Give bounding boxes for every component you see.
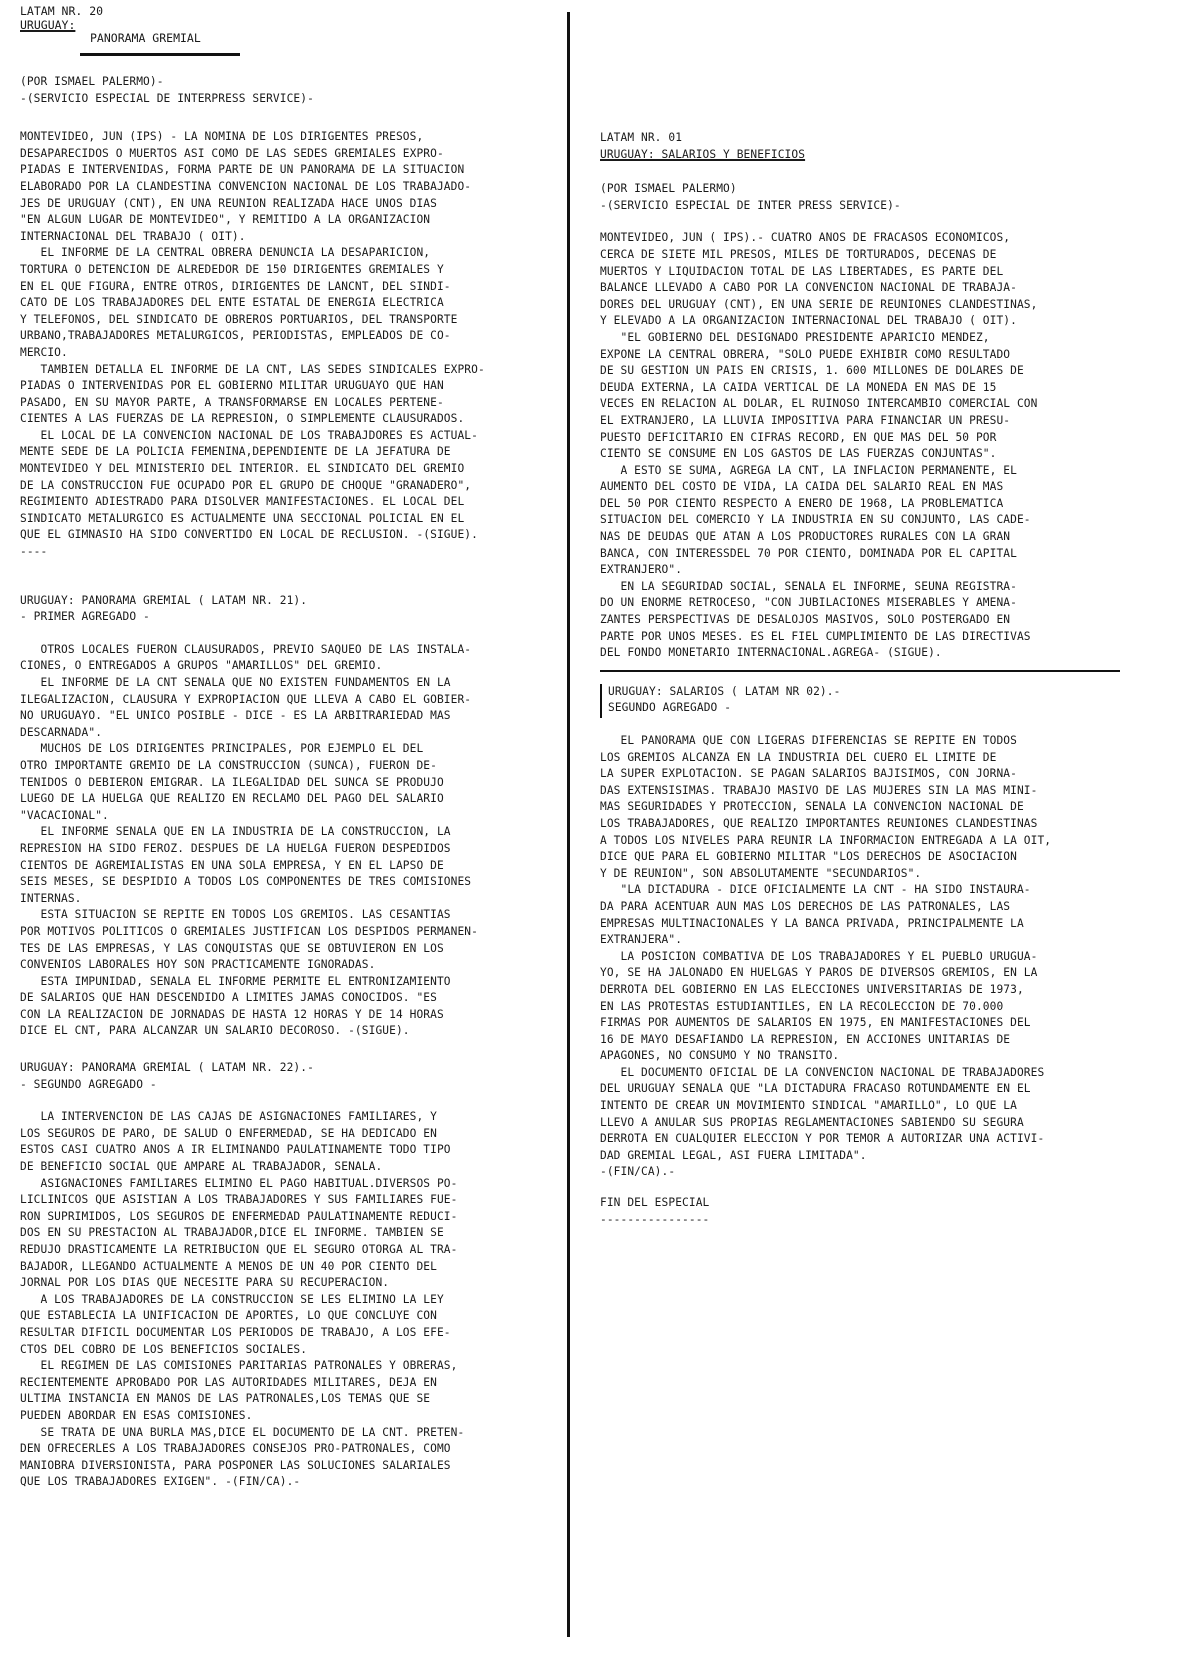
text-line: LA INTERVENCION DE LAS CAJAS DE ASIGNACIONES FAMILIARES, Y bbox=[20, 1110, 437, 1124]
text-line: MONTEVIDEO Y DEL MINISTERIO DEL INTERIOR. EL SINDICATO DEL GREMIO bbox=[20, 462, 465, 476]
text-line: VECES EN RELACION AL DOLAR, EL RUINOSO INTERCAMBIO COMERCIAL CON bbox=[600, 397, 1038, 411]
text-line: A ESTO SE SUMA, AGREGA LA CNT, LA INFLACION PERMANENTE, EL bbox=[600, 463, 1017, 477]
left-section3-body bbox=[20, 1109, 558, 1491]
text-line: DE LA CONSTRUCCION FUE OCUPADO POR EL GRUPO DE CHOQUE "GRANADERO", bbox=[20, 478, 472, 492]
closing-label: FIN DEL ESPECIAL bbox=[600, 1196, 710, 1210]
left-byline-author: (POR ISMAEL PALERMO)- bbox=[20, 75, 164, 88]
column-divider bbox=[567, 12, 570, 1637]
text-line: LOS TRABAJADORES, QUE REALIZO IMPORTANTES REUNIONES CLANDESTINAS bbox=[600, 816, 1038, 830]
text-line: BAJADOR, LLEGANDO ACTUALMENTE A MENOS DE UN 40 POR CIENTO DEL bbox=[20, 1259, 437, 1273]
text-line: QUE EL GIMNASIO HA SIDO CONVERTIDO EN LOCAL DE RECLUSION. -(SIGUE). bbox=[20, 528, 478, 542]
text-line: EXTRANJERA". bbox=[600, 933, 683, 947]
right-byline-author: (POR ISMAEL PALERMO) bbox=[600, 182, 737, 196]
text-line: PASADO, EN SU MAYOR PARTE, A TRANSFORMARSE EN LOCALES PERTENE- bbox=[20, 395, 444, 409]
text-line: EL LOCAL DE LA CONVENCION NACIONAL DE LOS TRABAJDORES ES ACTUAL- bbox=[20, 428, 478, 442]
text-line: POR MOTIVOS POLITICOS O GREMIALES JUSTIFICAN LOS DESPIDOS PERMANEN- bbox=[20, 924, 478, 938]
text-line: A TODOS LOS NIVELES PARA REUNIR LA INFORMACION ENTREGADA A LA OIT, bbox=[600, 833, 1052, 847]
right-section2-heading: URUGUAY: SALARIOS ( LATAM NR 02).- bbox=[608, 684, 841, 698]
text-line: Y DE REUNION", SON ABSOLUTAMENTE "SECUNDARIOS". bbox=[600, 866, 922, 880]
text-line: ---- bbox=[20, 545, 48, 559]
text-line: TORTURA O DETENCION DE ALREDEDOR DE 150 DIRIGENTES GREMIALES Y bbox=[20, 262, 444, 276]
text-line: SE TRATA DE UNA BURLA MAS,DICE EL DOCUMENTO DE LA CNT. PRETEN- bbox=[20, 1425, 465, 1439]
left-section2-sub: - PRIMER AGREGADO - bbox=[20, 610, 150, 624]
text-line: Y ELEVADO A LA ORGANIZACION INTERNACIONAL DEL TRABAJO ( OIT). bbox=[600, 314, 1017, 328]
text-line: DAD GREMIAL LEGAL, ASI FUERA LIMITADA". bbox=[600, 1148, 867, 1162]
text-line: INTERNAS. bbox=[20, 891, 82, 905]
text-line: REPRESION HA SIDO FEROZ. DESPUES DE LA HUELGA FUERON DESPEDIDOS bbox=[20, 841, 451, 855]
text-line: OTROS LOCALES FUERON CLAUSURADOS, PREVIO SAQUEO DE LAS INSTALA- bbox=[20, 642, 472, 656]
right-column bbox=[600, 130, 1120, 1228]
text-line: DEN OFRECERLES A LOS TRABAJADORES CONSEJOS PRO-PATRONALES, COMO bbox=[20, 1442, 451, 1456]
text-line: CIENTES A LAS FUERZAS DE LA REPRESION, O SIMPLEMENTE CLAUSURADOS. bbox=[20, 412, 465, 426]
text-line: JORNAL POR LOS DIAS QUE NECESITE PARA SU RECUPERACION. bbox=[20, 1276, 390, 1290]
text-line: PIADAS E INTERVENIDAS, FORMA PARTE DE UN PANORAMA DE LA SITUACION bbox=[20, 163, 465, 177]
text-line: PARTE POR UNOS MESES. ES EL FIEL CUMPLIMIENTO DE LAS DIRECTIVAS bbox=[600, 629, 1031, 643]
left-header-title: PANORAMA GREMIAL bbox=[90, 31, 201, 45]
left-main-article bbox=[20, 129, 558, 560]
text-line: LUEGO DE LA HUELGA QUE REALIZO EN RECLAMO DEL PAGO DEL SALARIO bbox=[20, 792, 444, 806]
text-line: RECIENTEMENTE APROBADO POR LAS AUTORIDADES MILITARES, DEJA EN bbox=[20, 1375, 437, 1389]
left-column bbox=[20, 4, 558, 1491]
text-line: EL EXTRANJERO, LA LLUVIA IMPOSITIVA PARA FINANCIAR UN PRESU- bbox=[600, 413, 1011, 427]
text-line: LOS SEGUROS DE PARO, DE SALUD O ENFERMEDAD, SE HA DEDICADO EN bbox=[20, 1126, 437, 1140]
text-line: CIONES, O ENTREGADOS A GRUPOS "AMARILLOS" DEL GREMIO. bbox=[20, 659, 383, 673]
text-line: LOS GREMIOS ALCANZA EN LA INDUSTRIA DEL CUERO EL LIMITE DE bbox=[600, 750, 997, 764]
text-line: ULTIMA INSTANCIA EN MANOS DE LAS PATRONALES,LOS TEMAS QUE SE bbox=[20, 1392, 431, 1406]
text-line: MUERTOS Y LIQUIDACION TOTAL DE LAS LIBERTADES, ES PARTE DEL bbox=[600, 264, 1004, 278]
left-section3-sub: - SEGUNDO AGREGADO - bbox=[20, 1077, 157, 1091]
text-line: DERROTA DEL GOBIERNO EN LAS ELECCIONES UNIVERSITARIAS DE 1973, bbox=[600, 982, 1024, 996]
text-line: LLEVO A ANULAR SUS PROPIAS REGLAMENTACIONES SABIENDO SU SEGURA bbox=[600, 1115, 1024, 1129]
text-line: PUESTO DEFICITARIO EN CIFRAS RECORD, EN QUE MAS DEL 50 POR bbox=[600, 430, 997, 444]
text-line: "EN ALGUN LUGAR DE MONTEVIDEO", Y REMITIDO A LA ORGANIZACION bbox=[20, 213, 431, 227]
text-line: A LOS TRABAJADORES DE LA CONSTRUCCION SE LES ELIMINO LA LEY bbox=[20, 1292, 444, 1306]
text-line: MERCIO. bbox=[20, 345, 68, 359]
text-line: "VACACIONAL". bbox=[20, 808, 109, 822]
right-section2-sub: SEGUNDO AGREGADO - bbox=[608, 701, 732, 715]
left-byline-service: -(SERVICIO ESPECIAL DE INTERPRESS SERVICE)- bbox=[20, 91, 314, 105]
text-line: MANIOBRA DIVERSIONISTA, PARA POSPONER LAS SOLUCIONES SALARIALES bbox=[20, 1458, 451, 1472]
text-line: CON LA REALIZACION DE JORNADAS DE HASTA 12 HORAS Y DE 14 HORAS bbox=[20, 1007, 444, 1021]
text-line: DE SU GESTION UN PAIS EN CRISIS, 1. 600 MILLONES DE DOLARES DE bbox=[600, 364, 1024, 378]
left-section2-heading: URUGUAY: PANORAMA GREMIAL ( LATAM NR. 21). bbox=[20, 593, 308, 607]
text-line: ASIGNACIONES FAMILIARES ELIMINO EL PAGO HABITUAL.DIVERSOS PO- bbox=[20, 1176, 458, 1190]
text-line: CIENTO SE CONSUME EN LOS GASTOS DE LAS FUERZAS CONJUNTAS". bbox=[600, 447, 997, 461]
text-line: EL DOCUMENTO OFICIAL DE LA CONVENCION NACIONAL DE TRABAJADORES bbox=[600, 1065, 1045, 1079]
text-line: ESTA IMPUNIDAD, SENALA EL INFORME PERMITE EL ENTRONIZAMIENTO bbox=[20, 974, 451, 988]
text-line: -(FIN/CA).- bbox=[600, 1165, 676, 1179]
text-line: MONTEVIDEO, JUN ( IPS).- CUATRO ANOS DE FRACASOS ECONOMICOS, bbox=[600, 231, 1011, 245]
text-line: FIRMAS POR AUMENTOS DE SALARIOS EN 1975, EN MANIFESTACIONES DEL bbox=[600, 1016, 1031, 1030]
text-line: DERROTA EN CUALQUIER ELECCION Y POR TEMOR A AUTORIZAR UNA ACTIVI- bbox=[600, 1132, 1045, 1146]
text-line: EXPONE LA CENTRAL OBRERA, "SOLO PUEDE EXHIBIR COMO RESULTADO bbox=[600, 347, 1011, 361]
text-line: DEL FONDO MONETARIO INTERNACIONAL.AGREGA- (SIGUE). bbox=[600, 646, 942, 660]
text-line: OTRO IMPORTANTE GREMIO DE LA CONSTRUCCION (SUNCA), FUERON DE- bbox=[20, 758, 437, 772]
text-line: DE BENEFICIO SOCIAL QUE AMPARE AL TRABAJADOR, SENALA. bbox=[20, 1160, 383, 1174]
text-line: DESCARNADA". bbox=[20, 725, 103, 739]
text-line: EL REGIMEN DE LAS COMISIONES PARITARIAS PATRONALES Y OBRERAS, bbox=[20, 1359, 458, 1373]
text-line: CTOS DEL COBRO DE LOS BENEFICIOS SOCIALES. bbox=[20, 1342, 308, 1356]
text-line: EL INFORME SENALA QUE EN LA INDUSTRIA DE LA CONSTRUCCION, LA bbox=[20, 825, 451, 839]
text-line: REDUJO DRASTICAMENTE LA RETRIBUCION QUE EL SEGURO OTORGA AL TRA- bbox=[20, 1243, 458, 1256]
text-line: EL PANORAMA QUE CON LIGERAS DIFERENCIAS SE REPITE EN TODOS bbox=[600, 734, 1017, 747]
text-line: LA POSICION COMBATIVA DE LOS TRABAJADORES Y EL PUEBLO URUGUA- bbox=[600, 949, 1038, 963]
text-line: DICE QUE PARA EL GOBIERNO MILITAR "LOS DERECHOS DE ASOCIACION bbox=[600, 850, 1017, 864]
left-section2-body bbox=[20, 642, 558, 1040]
text-line: SEIS MESES, SE DESPIDIO A TODOS LOS COMPONENTES DE TRES COMISIONES bbox=[20, 875, 472, 889]
text-line: DICE EL CNT, PARA ALCANZAR UN SALARIO DECOROSO. -(SIGUE). bbox=[20, 1024, 410, 1038]
text-line: TENIDOS O DEBIERON EMIGRAR. LA ILEGALIDAD DEL SUNCA SE PRODUJO bbox=[20, 775, 444, 789]
text-line: Y TELEFONOS, DEL SINDICATO DE OBREROS PORTUARIOS, DEL TRANSPORTE bbox=[20, 312, 458, 326]
text-line: EL INFORME DE LA CNT SENALA QUE NO EXISTEN FUNDAMENTOS EN LA bbox=[20, 676, 451, 689]
text-line: DORES DEL URUGUAY (CNT), EN UNA SERIE DE REUNIONES CLANDESTINAS, bbox=[600, 297, 1038, 311]
right-section2-body bbox=[600, 733, 1120, 1181]
text-line: EN EL QUE FIGURA, ENTRE OTROS, DIRIGENTES DE LANCNT, DEL SINDI- bbox=[20, 279, 451, 293]
text-line: MONTEVIDEO, JUN (IPS) - LA NOMINA DE LOS DIRIGENTES PRESOS, bbox=[20, 130, 424, 144]
text-line: ZANTES PERSPECTIVAS DE DESALOJOS MASIVOS, SOLO POSTERGADO EN bbox=[600, 613, 1011, 627]
right-main-article bbox=[600, 230, 1120, 661]
left-byline bbox=[20, 74, 558, 107]
text-line: LA SUPER EXPLOTACION. SE PAGAN SALARIOS BAJISIMOS, CON JORNA- bbox=[600, 767, 1017, 781]
text-line: BANCA, CON INTERESSDEL 70 POR CIENTO, DOMINADA POR EL CAPITAL bbox=[600, 546, 1017, 560]
text-line: CERCA DE SIETE MIL PRESOS, MILES DE TORTURADOS, DECENAS DE bbox=[600, 247, 997, 261]
text-line: QUE ESTABLECIA LA UNIFICACION DE APORTES, LO QUE CONCLUYE CON bbox=[20, 1309, 437, 1323]
text-line: EXTRANJERO". bbox=[600, 563, 683, 577]
text-line: MUCHOS DE LOS DIRIGENTES PRINCIPALES, POR EJEMPLO EL DEL bbox=[20, 742, 424, 756]
text-line: CIENTOS DE AGREMIALISTAS EN UNA SOLA EMPRESA, Y EN EL LAPSO DE bbox=[20, 858, 444, 872]
left-header-code: LATAM NR. 20 bbox=[20, 4, 104, 18]
text-line: DESAPARECIDOS O MUERTOS ASI COMO DE LAS SEDES GREMIALES EXPRO- bbox=[20, 146, 444, 160]
text-line: DAS EXTENSISIMAS. TRABAJO MASIVO DE LAS MUJERES SIN LA MAS MINI- bbox=[600, 783, 1038, 797]
text-line: EN LA SEGURIDAD SOCIAL, SENALA EL INFORME, SEUNA REGISTRA- bbox=[600, 579, 1017, 593]
text-line: ESTOS CASI CUATRO ANOS A IR ELIMINANDO PAULATINAMENTE TODO TIPO bbox=[20, 1143, 451, 1157]
text-line: DEL URUGUAY SENALA QUE "LA DICTADURA FRACASO ROTUNDAMENTE EN EL bbox=[600, 1082, 1031, 1096]
left-section3-heading: URUGUAY: PANORAMA GREMIAL ( LATAM NR. 22).- bbox=[20, 1061, 314, 1075]
text-line: EMPRESAS MULTINACIONALES Y LA BANCA PRIVADA, PRINCIPALMENTE LA bbox=[600, 916, 1024, 930]
text-line: BALANCE LLEVADO A CABO POR LA CONVENCION NACIONAL DE TRABAJA- bbox=[600, 281, 1017, 295]
text-line: PUEDEN ABORDAR EN ESAS COMISIONES. bbox=[20, 1408, 253, 1422]
text-line: TES DE LAS EMPRESAS, Y LAS CONQUISTAS QUE SE OBTUVIERON EN LOS bbox=[20, 941, 444, 955]
text-line: ESTA SITUACION SE REPITE EN TODOS LOS GREMIOS. LAS CESANTIAS bbox=[20, 908, 451, 922]
right-header-title: URUGUAY: SALARIOS Y BENEFICIOS bbox=[600, 147, 806, 161]
text-line: NAS DE DEUDAS QUE ATAN A LOS PRODUCTORES RURALES CON LA GRAN bbox=[600, 530, 1011, 544]
text-line: DOS EN SU PRESTACION AL TRABAJADOR,DICE EL INFORME. TAMBIEN SE bbox=[20, 1226, 444, 1240]
right-byline-service: -(SERVICIO ESPECIAL DE INTER PRESS SERVICE)- bbox=[600, 198, 901, 212]
text-line: CATO DE LOS TRABAJADORES DEL ENTE ESTATAL DE ENERGIA ELECTRICA bbox=[20, 296, 444, 310]
text-line: EL INFORME DE LA CENTRAL OBRERA DENUNCIA LA DESAPARICION, bbox=[20, 246, 431, 260]
text-line: DA PARA ACENTUAR AUN MAS LOS DERECHOS DE LAS PATRONALES, LAS bbox=[600, 899, 1011, 913]
right-section2-bracket bbox=[600, 684, 602, 718]
text-line: PIADAS O INTERVENIDAS POR EL GOBIERNO MILITAR URUGUAYO QUE HAN bbox=[20, 379, 444, 393]
text-line: SINDICATO METALURGICO ES ACTUALMENTE UNA SECCIONAL POLICIAL EN EL bbox=[20, 511, 465, 525]
text-line: YO, SE HA JALONADO EN HUELGAS Y PAROS DE DIVERSOS GREMIOS, EN LA bbox=[600, 966, 1038, 980]
text-line: INTERNACIONAL DEL TRABAJO ( OIT). bbox=[20, 229, 246, 243]
text-line: "EL GOBIERNO DEL DESIGNADO PRESIDENTE APARICIO MENDEZ, bbox=[600, 330, 990, 344]
text-line: URBANO,TRABAJADORES METALURGICOS, PERIODISTAS, EMPLEADOS DE CO- bbox=[20, 329, 451, 343]
text-line: ILEGALIZACION, CLAUSURA Y EXPROPIACION QUE LLEVA A CABO EL GOBIER- bbox=[20, 692, 472, 706]
text-line: TAMBIEN DETALLA EL INFORME DE LA CNT, LAS SEDES SINDICALES EXPRO- bbox=[20, 362, 485, 376]
text-line: 16 DE MAYO DESAFIANDO LA REPRESION, EN ACCIONES UNITARIAS DE bbox=[600, 1032, 1011, 1046]
left-header-country: URUGUAY: bbox=[20, 18, 76, 32]
text-line: MAS SEGURIDADES Y PROTECCION, SENALA LA CONVENCION NACIONAL DE bbox=[600, 800, 1024, 814]
text-line: DEUDA EXTERNA, LA CAIDA VERTICAL DE LA MONEDA EN MAS DE 15 bbox=[600, 380, 997, 394]
text-line: MENTE SEDE DE LA POLICIA FEMENINA,DEPENDIENTE DE LA JEFATURA DE bbox=[20, 445, 451, 459]
text-line: CONVENIOS LABORALES HOY SON PRACTICAMENTE IGNORADAS. bbox=[20, 958, 376, 972]
text-line: DEL 50 POR CIENTO RESPECTO A ENERO DE 1968, LA PROBLEMATICA bbox=[600, 496, 1004, 510]
text-line: DO UN ENORME RETROCESO, "CON JUBILACIONES MISERABLES Y AMENA- bbox=[600, 596, 1017, 610]
right-header-code: LATAM NR. 01 bbox=[600, 131, 683, 144]
text-line: DE SALARIOS QUE HAN DESCENDIDO A LIMITES JAMAS CONOCIDOS. "ES bbox=[20, 991, 437, 1005]
text-line: LICLINICOS QUE ASISTIAN A LOS TRABAJADORES Y SUS FAMILIARES FUE- bbox=[20, 1193, 458, 1207]
text-line: EN LAS PROTESTAS ESTUDIANTILES, EN LA RECOLECCION DE 70.000 bbox=[600, 999, 1004, 1013]
text-line: REGIMIENTO ADIESTRADO PARA DISOLVER MANIFESTACIONES. EL LOCAL DEL bbox=[20, 495, 465, 509]
right-section-rule bbox=[600, 670, 1120, 672]
text-line: INTENTO DE CREAR UN MOVIMIENTO SINDICAL "AMARILLO", LO QUE LA bbox=[600, 1099, 1017, 1113]
text-line: RON SUPRIMIDOS, LOS SEGUROS DE ENFERMEDAD PAULATINAMENTE REDUCI- bbox=[20, 1209, 458, 1223]
closing-dashes: ---------------- bbox=[600, 1212, 710, 1226]
text-line: "LA DICTADURA - DICE OFICIALMENTE LA CNT - HA SIDO INSTAURA- bbox=[600, 883, 1031, 897]
text-line: NO URUGUAYO. "EL UNICO POSIBLE - DICE - ES LA ARBITRARIEDAD MAS bbox=[20, 709, 451, 723]
text-line: AUMENTO DEL COSTO DE VIDA, LA CAIDA DEL SALARIO REAL EN MAS bbox=[600, 480, 1004, 494]
text-line: APAGONES, NO CONSUMO Y NO TRANSITO. bbox=[600, 1049, 840, 1063]
text-line: SITUACION DEL COMERCIO Y LA INDUSTRIA EN SU CONJUNTO, LAS CADE- bbox=[600, 513, 1031, 527]
text-line: ELABORADO POR LA CLANDESTINA CONVENCION NACIONAL DE LOS TRABAJADO- bbox=[20, 179, 472, 193]
text-line: QUE LOS TRABAJADORES EXIGEN". -(FIN/CA).- bbox=[20, 1475, 301, 1489]
text-line: RESULTAR DIFICIL DOCUMENTAR LOS PERIODOS DE TRABAJO, A LOS EFE- bbox=[20, 1325, 451, 1339]
text-line: JES DE URUGUAY (CNT), EN UNA REUNION REALIZADA HACE UNOS DIAS bbox=[20, 196, 437, 210]
